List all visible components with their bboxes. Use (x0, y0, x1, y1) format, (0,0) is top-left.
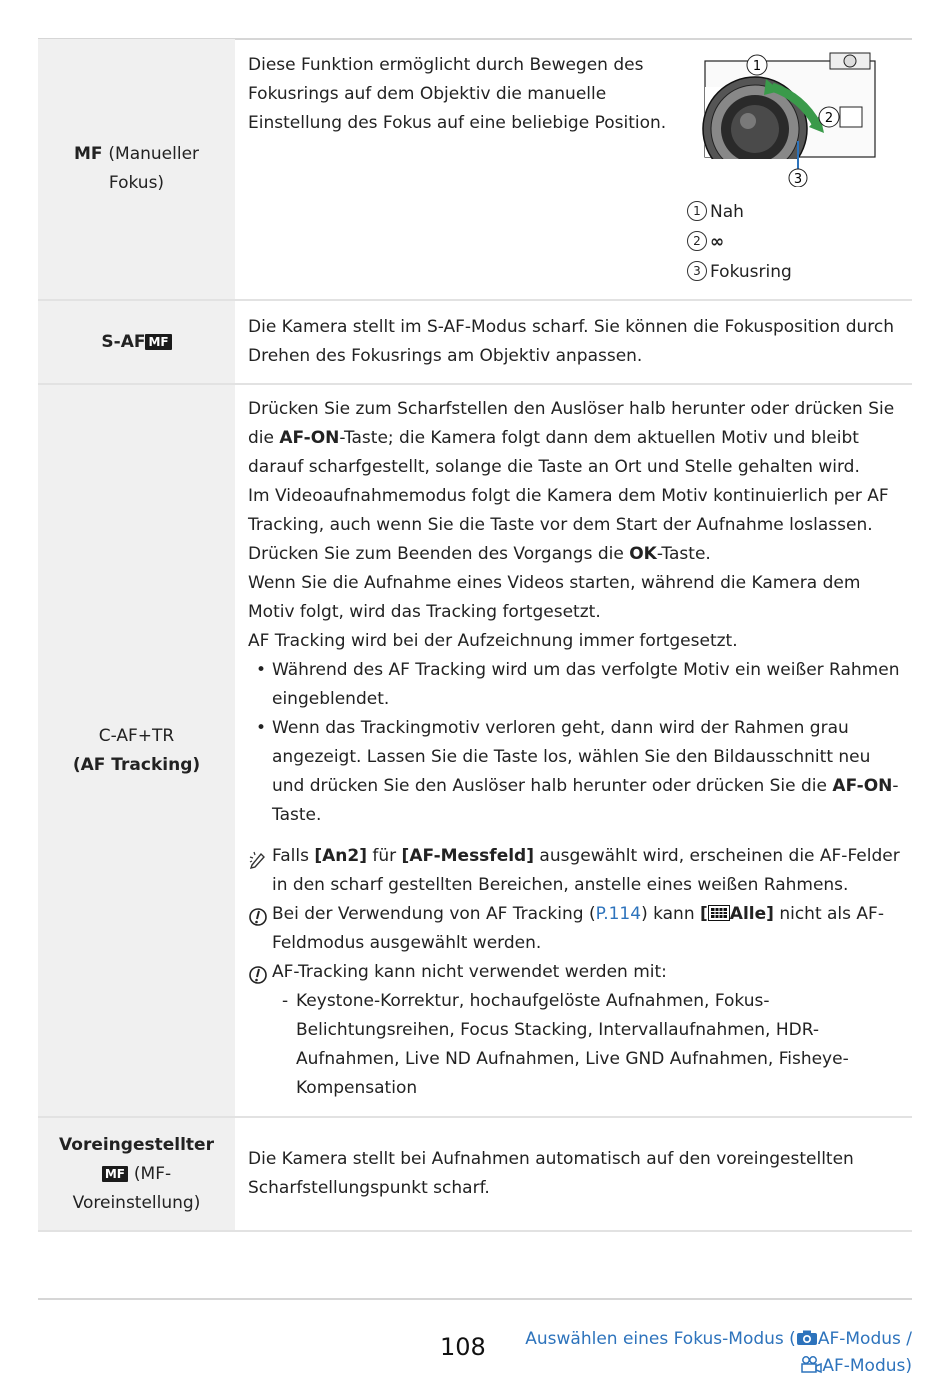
paragraph: AF Tracking wird bei der Aufzeichnung immer fortgesetzt. (248, 631, 738, 651)
paragraph: Drücken Sie zum Scharfstellen den Auslöser halb herunter oder drücken Sie die AF-ON-Taste; die Kamera folgt dann dem aktuellen Motiv und bleibt darauf scharfgestellt, solange die Taste an Ort und Stelle gehalten wird. (248, 399, 895, 477)
preset-description: Die Kamera stellt bei Aufnahmen automatisch auf den voreingestellten Scharfstellungspunkt scharf. (248, 1149, 854, 1198)
legend-item: 3 Fokusring (687, 257, 792, 287)
page-number: 108 (440, 1333, 486, 1361)
legend-item: 2 ∞ (687, 227, 792, 257)
mf-badge: MF (102, 1166, 128, 1182)
label-saf: S-AF (101, 331, 146, 352)
all-targets-grid-icon (708, 905, 730, 921)
section-link[interactable]: Auswählen eines Fokus-Modus ( AF-Modus / AF-Modus) (525, 1329, 912, 1376)
label-mf-paren: (Manueller Fokus) (108, 144, 200, 193)
footer-rule (38, 1298, 912, 1300)
row-desc-mf (235, 39, 912, 300)
label-caf-paren: (AF Tracking) (72, 754, 201, 775)
legend-item: 1 Nah (687, 197, 792, 227)
label-caf-main: C-AF+TR (98, 725, 175, 746)
label-preset-a: Voreingestellter (59, 1134, 214, 1155)
mf-badge: MF (145, 334, 171, 350)
table-row-caf-tr (38, 384, 912, 1117)
caution-icon (248, 965, 268, 985)
focus-mode-table (38, 39, 912, 1232)
tip-pen-icon (248, 849, 268, 869)
table-row-mf (38, 39, 912, 300)
row-desc-caf-tr (235, 384, 912, 1117)
row-desc-preset-mf (235, 1117, 912, 1231)
caution-note: AF-Tracking kann nicht verwendet werden mit: (248, 958, 902, 987)
row-desc-saf (235, 300, 912, 384)
svg-text:1: 1 (752, 59, 762, 74)
row-label-preset-mf (38, 1117, 235, 1231)
camera-focus-ring-illustration (700, 47, 900, 187)
table-row-preset-mf (38, 1117, 912, 1231)
row-label-caf-tr (38, 384, 235, 1117)
svg-text:3: 3 (793, 172, 803, 187)
callout-number: 2 (687, 231, 707, 251)
illustration-legend (687, 197, 792, 287)
callout-number: 3 (687, 261, 707, 281)
paragraph: Im Videoaufnahmemodus folgt die Kamera dem Motiv kontinuierlich per AF Tracking, auch wenn Sie die Taste vor dem Start der Aufnahme loslassen. Drücken Sie zum Beenden des Vorgangs die OK-Taste. (248, 486, 889, 564)
caution-note: Bei der Verwendung von AF Tracking (P.114) kann [ Alle] nicht als AF-Feldmodus ausgewählt werden. (248, 900, 902, 958)
video-camera-icon (800, 1356, 822, 1374)
tip-note: Falls [An2] für [AF-Messfeld] ausgewählt wird, erscheinen die AF-Felder in den scharf gestellten Bereichen, anstelle eines weißen Rahmens. (248, 842, 902, 900)
table-row-saf (38, 300, 912, 384)
mf-description: Diese Funktion ermöglicht durch Bewegen des Fokusrings auf dem Objektiv die manuelle Einstellung des Fokus auf eine beliebige Position. (248, 55, 667, 133)
label-mf-main: MF (73, 144, 103, 164)
row-label-mf (38, 39, 235, 300)
saf-description: Die Kamera stellt im S-AF-Modus scharf. Sie können die Fokusposition durch Drehen des Fokusrings am Objektiv anpassen. (248, 317, 895, 366)
callout-number: 1 (687, 201, 707, 221)
dash-list-item: - Keystone-Korrektur, hochaufgelöste Aufnahmen, Fokus-Belichtungsreihen, Focus Stacking, Intervallaufnahmen, HDR-Aufnahmen, Live ND Aufnahmen, Live GND Aufnahmen, Fisheye-Kompensation (282, 991, 849, 1098)
caution-icon (248, 907, 268, 927)
paragraph: Wenn Sie die Aufnahme eines Videos starten, während die Kamera dem Motiv folgt, wird das Tracking fortgesetzt. (248, 573, 861, 622)
camera-icon (796, 1330, 818, 1346)
row-label-saf (38, 300, 235, 384)
bullet-item: • Wenn das Trackingmotiv verloren geht, dann wird der Rahmen grau angezeigt. Lassen Sie die Taste los, wählen Sie den Bildausschnitt neu und drücken Sie den Auslöser halb herunter oder drücken Sie die AF-ON-Taste. (256, 718, 899, 825)
page-reference-link[interactable]: P.114 (595, 904, 642, 924)
svg-text:2: 2 (824, 111, 834, 126)
bullet-item: • Während des AF Tracking wird um das verfolgte Motiv ein weißer Rahmen eingeblendet. (256, 660, 900, 709)
label-preset-b: (MF-Voreinstellung) (72, 1163, 201, 1213)
